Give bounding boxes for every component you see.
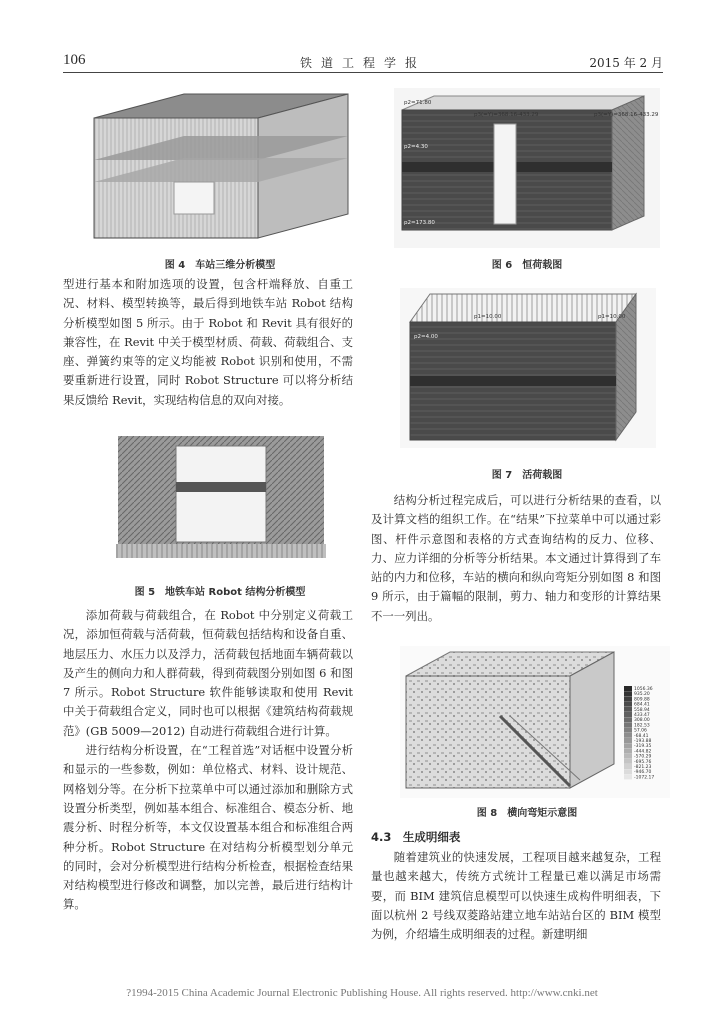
legend-swatch: [624, 743, 632, 748]
legend-value: 935.20: [634, 692, 650, 698]
legend-value: -193.88: [634, 739, 652, 744]
right-para-4: [371, 491, 661, 626]
legend-value: 433.47: [634, 713, 650, 718]
figure-8-caption: 图 8 横向弯矩示意图: [476, 808, 578, 819]
paragraph: 型进行基本和附加选项的设置，包含杆端释放、自重工况、材料、模型转换等，最后得到地铁车站 Robot 结构分析模型如图 5 所示。由于 Robot 和 Revit 具有很好的兼容性，在 Revit 中关于模型材质、荷载、荷载组合、支座、弹簧约束等的定义均能被 Robot 识别和使用，不需要重新进行设置，同时 Robot Structure 可以将分析结果反馈给 Revit，实现结构信息的双向对接。: [63, 277, 353, 407]
legend-value: 558.94: [634, 707, 650, 713]
legend-value: -319.35: [634, 744, 652, 750]
figure-5-robot-model: [116, 436, 326, 566]
figure-5-caption: 图 5 地铁车站 Robot 结构分析模型: [134, 587, 306, 598]
figure-6-caption: 图 6 恒荷载图: [491, 260, 563, 271]
figure-7-caption: 图 7 活荷载图: [491, 470, 563, 481]
figure-8-transverse-moment: [400, 646, 670, 798]
figure-4-station-3d-model: [86, 88, 354, 248]
right-para-5: [371, 848, 661, 944]
copyright-footer: ?1994-2015 China Academic Journal Electronic Publishing House. All rights reserved. http://www.cnki.net: [126, 987, 598, 999]
page-number: 106: [63, 52, 86, 68]
legend-value: -695.76: [634, 759, 652, 765]
legend-value: -946.70: [634, 770, 652, 776]
legend-value: -444.82: [634, 749, 652, 755]
legend-swatch: [624, 748, 632, 753]
left-para-1: [63, 275, 353, 410]
load-label: p1=10.00: [474, 314, 502, 320]
legend-swatch: [624, 764, 632, 769]
legend-value: -570.29: [634, 754, 652, 760]
legend-value: 809.88: [634, 697, 650, 703]
load-label: p2=4.00: [414, 334, 438, 340]
legend-value: -1072.17: [634, 775, 655, 781]
legend-swatch: [624, 754, 632, 759]
legend-swatch: [624, 774, 632, 779]
legend-swatch: [624, 722, 632, 727]
legend-swatch: [624, 696, 632, 701]
paragraph: 添加荷载与荷载组合，在 Robot 中分别定义荷载工况，添加恒荷载与活荷载，恒荷载包括结构和设备自重、地层压力、水压力以及浮力，活荷载包括地面车辆荷载以及产生的侧向力和人群荷载，得到荷载图分别如图 6 和图 7 所示。Robot Structure 软件能够读取和使用 Revit 中关于荷载组合定义，同时也可以根据《建筑结构荷载规范》(GB 5009—2012) 自动进行荷载组合进行计算。: [63, 608, 353, 738]
legend-swatch: [624, 702, 632, 707]
issue-date: 2015 年 2 月: [589, 56, 663, 70]
legend-swatch: [624, 691, 632, 696]
running-header: [63, 50, 663, 73]
legend-value: 1056.36: [634, 687, 653, 692]
load-label: p3(=Y)=368.16-433.29: [594, 112, 659, 118]
load-label: p1=10.00: [598, 314, 626, 320]
legend-swatch: [624, 717, 632, 722]
figure-6-dead-load: [394, 88, 660, 248]
legend-value: 308.00: [634, 718, 650, 724]
left-para-2-3: [63, 606, 353, 915]
legend-swatch: [624, 759, 632, 764]
legend-value: 57.06: [634, 728, 647, 734]
legend-swatch: [624, 738, 632, 743]
paragraph: 进行结构分析设置，在“工程首选”对话框中设置分析和显示的一些参数，例如：单位格式、材料、设计规范、网格划分等。在分析下拉菜单中可以通过添加和删除方式设置分析类型，例如基本组合、标准组合、模态分析、地震分析、时程分析等，本文仅设置基本组合和标准组合两种分析。Robot Structure 在对结构分析模型划分单元的同时，会对分析模型进行结构分析检查，根据检查结果对结构模型进行修改和调整，加以完善，最后进行结构计算。: [63, 743, 353, 912]
legend-swatch: [624, 728, 632, 733]
legend-value: -821.23: [634, 765, 652, 770]
figure-4-caption: 图 4 车站三维分析模型: [164, 260, 276, 271]
legend-value: 182.53: [634, 723, 650, 729]
legend-swatch: [624, 707, 632, 712]
legend-swatch: [624, 712, 632, 717]
load-label: p2=4.30: [404, 144, 428, 150]
legend-swatch: [624, 733, 632, 738]
legend-swatch: [624, 686, 632, 691]
paragraph: 结构分析过程完成后，可以进行分析结果的查看，以及计算文档的组织工作。在“结果”下拉菜单中可以通过彩图、杆件示意图和表格的方式查询结构的反力、位移、力、应力详细的分析等分析结果。本文通过计算得到了车站的内力和位移，车站的横向和纵向弯矩分别如图 8 和图 9 所示，由于篇幅的限制，剪力、轴力和变形的计算结果不一一列出。: [371, 493, 661, 623]
load-label: p2=173.80: [404, 220, 435, 226]
journal-title: 铁道工程学报: [299, 56, 426, 70]
legend-swatch: [624, 769, 632, 774]
load-label: p2=71.80: [404, 100, 432, 106]
load-label: p3(=Y)=368.16-433.29: [474, 112, 539, 118]
legend-value: -68.41: [634, 733, 649, 739]
figure-7-live-load: [400, 288, 656, 448]
paragraph: 随着建筑业的快速发展，工程项目越来越复杂，工程量也越来越大，传统方式统计工程量已难以满足市场需要，而 BIM 建筑信息模型可以快速生成构件明细表，下面以杭州 2 号线双菱路站建立地车站站台区的 BIM 模型为例，介绍墙生成明细表的过程。新建明细: [371, 850, 661, 942]
legend-value: 684.41: [634, 702, 650, 708]
section-heading-4-3: 4.3 生成明细表: [371, 830, 461, 844]
